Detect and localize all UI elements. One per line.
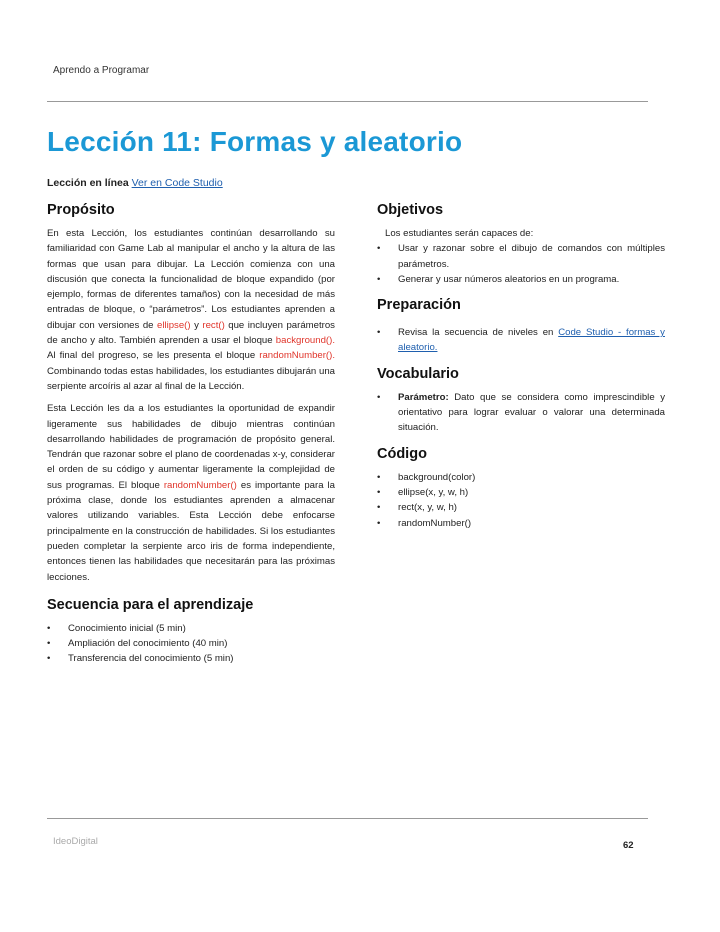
- list-item: [377, 390, 665, 436]
- paragraph-text: Esta Lección les da a los estudiantes la oportunidad de expandir ligeramente sus habilidades de dibujo mientras continúan desarrollando habilidades de programación de propósito general. Tendrán que razonar sobre el plano de coordenadas x-y, considerar el orden de su código y aumentar ligeramente la complejidad de sus programas. El bloque: [47, 403, 335, 491]
- paragraph-text: es importante para la próxima clase, donde los estudiantes aprenden a almacenar valores utilizando variables. Esta Lección debe enfocarse principalmente en la construcción de habilidades. Si los estudiantes pueden completar la serpiente arco iris de forma independiente, entonces tienen las habilidades que necesitarán para las próximas lecciones.: [47, 479, 336, 583]
- paragraph-text: y: [190, 319, 203, 331]
- code-studio-link[interactable]: Ver en Code Studio: [131, 177, 223, 189]
- list-item: • Generar y usar números aleatorios en un programa.: [377, 272, 665, 287]
- running-header: Aprendo a Programar: [53, 65, 150, 76]
- list-item: • Conocimiento inicial (5 min): [47, 621, 335, 636]
- list-item: [377, 325, 665, 356]
- page-title: Lección 11: Formas y aleatorio: [47, 126, 463, 157]
- paragraph-text: Combinando todas estas habilidades, los estudiantes dibujarán una serpiente arcoíris al azar al final de la Lección.: [47, 365, 335, 392]
- code-reference: ellipse(): [156, 319, 191, 331]
- proposito-paragraph: [47, 226, 335, 394]
- right-column: [377, 200, 665, 539]
- list-item: • rect(x, y, w, h): [377, 500, 665, 515]
- secuencia-list: [47, 621, 335, 667]
- proposito-heading: Propósito: [47, 202, 115, 218]
- vocabulario-list: [377, 390, 665, 436]
- vocab-definition: Dato que se considera como imprescindible y orientativo para lograr evaluar o valorar una determinada situación.: [398, 391, 665, 434]
- preparacion-text: Revisa la secuencia de niveles en: [398, 327, 559, 339]
- list-item: • Ampliación del conocimiento (40 min): [47, 636, 335, 651]
- online-lesson-line: [47, 177, 223, 189]
- list-item: • background(color): [377, 470, 665, 485]
- code-reference: randomNumber().: [259, 350, 335, 362]
- vocab-term: Parámetro:: [398, 391, 449, 403]
- preparacion-heading: Preparación: [377, 297, 461, 314]
- paragraph-text: que incluyen parámetros de ancho y alto. También aprenden a usar el bloque: [47, 319, 335, 347]
- list-item: • ellipse(x, y, w, h): [377, 485, 665, 500]
- codigo-heading: Código: [377, 445, 427, 462]
- objetivos-heading: Objetivos: [377, 202, 444, 218]
- online-label: Lección en línea: [47, 177, 129, 189]
- footer-brand: IdeoDigital: [53, 836, 98, 847]
- list-item: • Usar y razonar sobre el dibujo de comandos con múltiples parámetros.: [377, 241, 665, 272]
- proposito-paragraph: [47, 401, 335, 585]
- paragraph-text: Al final del progreso, se les presenta el bloque: [47, 350, 260, 362]
- objetivos-list: [377, 241, 665, 287]
- footer-divider: [47, 818, 648, 819]
- vocabulario-heading: Vocabulario: [377, 365, 459, 382]
- list-item: • randomNumber(): [377, 516, 665, 531]
- code-reference: rect(): [202, 319, 225, 331]
- code-reference: background().: [275, 335, 335, 347]
- list-item: • Transferencia del conocimiento (5 min): [47, 651, 335, 666]
- objetivos-intro: Los estudiantes serán capaces de:: [385, 228, 534, 239]
- codigo-list: [377, 470, 665, 531]
- code-reference: randomNumber(): [163, 479, 237, 491]
- secuencia-heading: Secuencia para el aprendizaje: [47, 596, 254, 613]
- page-number: 62: [623, 840, 634, 851]
- paragraph-text: En esta Lección, los estudiantes continúan desarrollando su familiaridad con Game Lab al manipular el ancho y la altura de las formas que usan para dibujar. La Lección comienza con una discusión que conecta la funcionalidad de bloque expandido (por ejemplo, formas de diferentes tamaños) con la necesidad de más entradas de bloque, o “parámetros”. Los estudiantes aprenden a dibujar con versiones de: [47, 228, 335, 331]
- header-divider: [47, 101, 648, 102]
- preparacion-list: [377, 325, 665, 356]
- left-column: [47, 200, 335, 675]
- code-studio-levels-link[interactable]: Code Studio - formas y aleatorio.: [398, 327, 665, 354]
